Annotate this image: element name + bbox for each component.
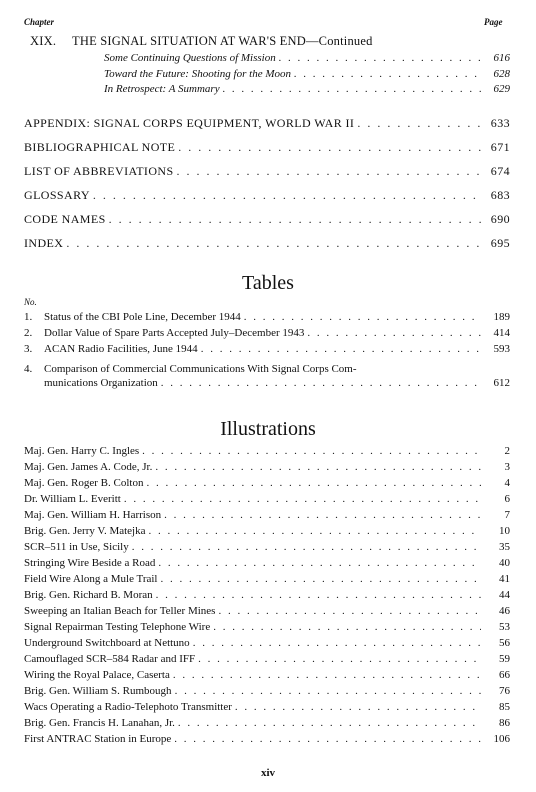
- entry-title: Maj. Gen. James A. Code, Jr.: [24, 461, 153, 473]
- entry-page: 629: [493, 83, 510, 95]
- leader-dots: [178, 140, 481, 155]
- entry-title: [24, 327, 304, 339]
- illustration-entry: [24, 605, 510, 617]
- entry-title: CODE NAMES: [24, 212, 106, 226]
- leader-dots: [201, 343, 481, 355]
- entry-page: 2: [504, 445, 510, 457]
- leader-dots: [177, 164, 481, 179]
- entry-number: 4.: [24, 363, 33, 375]
- illustration-entry: [24, 493, 510, 505]
- entry-page: 633: [490, 116, 510, 130]
- illustration-entry: [24, 669, 510, 681]
- entry-title: Camouflaged SCR–584 Radar and IFF: [24, 653, 196, 665]
- entry-title: Wiring the Royal Palace, Caserta: [24, 669, 170, 681]
- entry-page: 616: [493, 52, 510, 64]
- entry-title: Maj. Gen. Harry C. Ingles: [24, 445, 140, 457]
- illustration-entry: [24, 733, 510, 745]
- leader-dots: [149, 525, 482, 537]
- leader-dots: [164, 509, 481, 521]
- entry-title: GLOSSARY: [24, 188, 90, 202]
- leader-dots: [161, 573, 482, 585]
- entry-page: 593: [493, 343, 510, 355]
- entry-title: Some Continuing Questions of Mission: [104, 52, 276, 64]
- entry-title-text: Dollar Value of Spare Parts Accepted July–December 1943: [44, 327, 305, 339]
- entry-title-text: Comparison of Commercial Communications With Signal Corps Com-: [44, 363, 357, 375]
- illustration-entry: [24, 637, 510, 649]
- entry-title: SCR–511 in Use, Sicily: [24, 541, 129, 553]
- leader-dots: [307, 327, 481, 339]
- illustration-entry: [24, 541, 510, 553]
- leader-dots: [174, 733, 481, 745]
- illustration-entry: [24, 717, 510, 729]
- leader-dots: [175, 685, 481, 697]
- entry-title: BIBLIOGRAPHICAL NOTE: [24, 140, 176, 154]
- entry-title: Brig. Gen. Jerry V. Matejka: [24, 525, 146, 537]
- entry-page: 690: [490, 212, 510, 226]
- entry-title: Brig. Gen. William S. Rumbough: [24, 685, 172, 697]
- illustration-entry: [24, 477, 510, 489]
- toc-entry: [24, 236, 510, 251]
- entry-page: 106: [493, 733, 510, 745]
- leader-dots: [155, 461, 481, 473]
- entry-title: First ANTRAC Station in Europe: [24, 733, 172, 745]
- toc-entry: [24, 116, 510, 131]
- table-entry-line1: [24, 363, 510, 375]
- illustration-entry: [24, 509, 510, 521]
- entry-page: 10: [499, 525, 510, 537]
- table-entry: [24, 327, 510, 339]
- illustration-entry: [24, 445, 510, 457]
- entry-title-text: ACAN Radio Facilities, June 1944: [44, 343, 198, 355]
- page-folio: xiv: [260, 767, 276, 779]
- entry-page: 7: [504, 509, 510, 521]
- illustration-entry: [24, 573, 510, 585]
- entry-title: LIST OF ABBREVIATIONS: [24, 164, 174, 178]
- illustrations-heading: Illustrations: [220, 418, 316, 440]
- entry-page: 35: [499, 541, 510, 553]
- illustration-entry: [24, 525, 510, 537]
- entry-title: Brig. Gen. Francis H. Lanahan, Jr.: [24, 717, 175, 729]
- leader-dots: [244, 311, 481, 323]
- toc-entry: [24, 164, 510, 179]
- entry-page: 46: [499, 605, 510, 617]
- entry-title: Stringing Wire Beside a Road: [24, 557, 156, 569]
- entry-title: Brig. Gen. Richard B. Moran: [24, 589, 153, 601]
- entry-page: 76: [499, 685, 510, 697]
- leader-dots: [93, 188, 481, 203]
- chapter-column-label: Chapter: [24, 17, 55, 27]
- leader-dots: [279, 52, 481, 64]
- entry-page: 612: [493, 377, 510, 389]
- chapter-heading: [30, 34, 373, 49]
- toc-entry: [24, 140, 510, 155]
- entry-number: 2.: [24, 327, 33, 339]
- entry-title: Dr. William L. Everitt: [24, 493, 121, 505]
- entry-title: Maj. Gen. William H. Harrison: [24, 509, 162, 521]
- entry-title: Toward the Future: Shooting for the Moon: [104, 68, 291, 80]
- entry-page: 6: [504, 493, 510, 505]
- leader-dots: [109, 212, 481, 227]
- leader-dots: [66, 236, 481, 251]
- illustration-entry: [24, 653, 510, 665]
- entry-page: 41: [499, 573, 510, 585]
- entry-page: 683: [490, 188, 510, 202]
- leader-dots: [158, 557, 481, 569]
- entry-page: 695: [490, 236, 510, 250]
- table-entry-line2: [44, 377, 510, 389]
- leader-dots: [146, 477, 481, 489]
- entry-page: 189: [493, 311, 510, 323]
- illustration-entry: [24, 461, 510, 473]
- entry-title: Maj. Gen. Roger B. Colton: [24, 477, 144, 489]
- page-column-label: Page: [484, 17, 503, 27]
- leader-dots: [132, 541, 481, 553]
- entry-page: 66: [499, 669, 510, 681]
- entry-title: Wacs Operating a Radio-Telephoto Transmitter: [24, 701, 232, 713]
- toc-entry: [24, 188, 510, 203]
- leader-dots: [161, 377, 481, 389]
- entry-page: 44: [499, 589, 510, 601]
- leader-dots: [178, 717, 481, 729]
- entry-page: 40: [499, 557, 510, 569]
- entry-page: 3: [504, 461, 510, 473]
- toc-entry: [104, 68, 510, 80]
- leader-dots: [193, 637, 481, 649]
- leader-dots: [213, 621, 481, 633]
- chapter-number: XIX.: [30, 34, 57, 48]
- toc-entry: [104, 83, 510, 95]
- tables-heading: Tables: [242, 272, 294, 294]
- entry-title: Signal Repairman Testing Telephone Wire: [24, 621, 211, 633]
- entry-title: [24, 311, 241, 323]
- entry-page: 86: [499, 717, 510, 729]
- entry-title-text: munications Organization: [44, 377, 158, 389]
- illustration-entry: [24, 557, 510, 569]
- entry-page: 59: [499, 653, 510, 665]
- entry-title: In Retrospect: A Summary: [104, 83, 220, 95]
- entry-page: 628: [493, 68, 510, 80]
- illustration-entry: [24, 589, 510, 601]
- leader-dots: [156, 589, 481, 601]
- entry-title: Underground Switchboard at Nettuno: [24, 637, 190, 649]
- leader-dots: [357, 116, 481, 131]
- toc-entry: [104, 52, 510, 64]
- chapter-title: THE SIGNAL SITUATION AT WAR'S END—Continued: [72, 34, 373, 48]
- entry-page: 674: [490, 164, 510, 178]
- entry-title: APPENDIX: SIGNAL CORPS EQUIPMENT, WORLD WAR II: [24, 116, 355, 130]
- leader-dots: [173, 669, 481, 681]
- entry-page: 53: [499, 621, 510, 633]
- entry-page: 56: [499, 637, 510, 649]
- table-entry: [24, 343, 510, 355]
- entry-page: 85: [499, 701, 510, 713]
- leader-dots: [218, 605, 481, 617]
- leader-dots: [235, 701, 481, 713]
- leader-dots: [142, 445, 481, 457]
- entry-number: 1.: [24, 311, 33, 323]
- entry-title-text: Status of the CBI Pole Line, December 1944: [44, 311, 241, 323]
- leader-dots: [223, 83, 481, 95]
- entry-number: 3.: [24, 343, 33, 355]
- table-entry: [24, 311, 510, 323]
- illustration-entry: [24, 685, 510, 697]
- entry-title: [24, 343, 198, 355]
- entry-page: 414: [493, 327, 510, 339]
- entry-title: Field Wire Along a Mule Trail: [24, 573, 158, 585]
- entry-page: 4: [504, 477, 510, 489]
- entry-page: 671: [490, 140, 510, 154]
- entry-title: INDEX: [24, 236, 64, 250]
- toc-entry: [24, 212, 510, 227]
- leader-dots: [294, 68, 481, 80]
- entry-title: Sweeping an Italian Beach for Teller Mines: [24, 605, 216, 617]
- number-column-label: No.: [24, 297, 37, 307]
- leader-dots: [198, 653, 481, 665]
- illustration-entry: [24, 701, 510, 713]
- illustration-entry: [24, 621, 510, 633]
- leader-dots: [124, 493, 481, 505]
